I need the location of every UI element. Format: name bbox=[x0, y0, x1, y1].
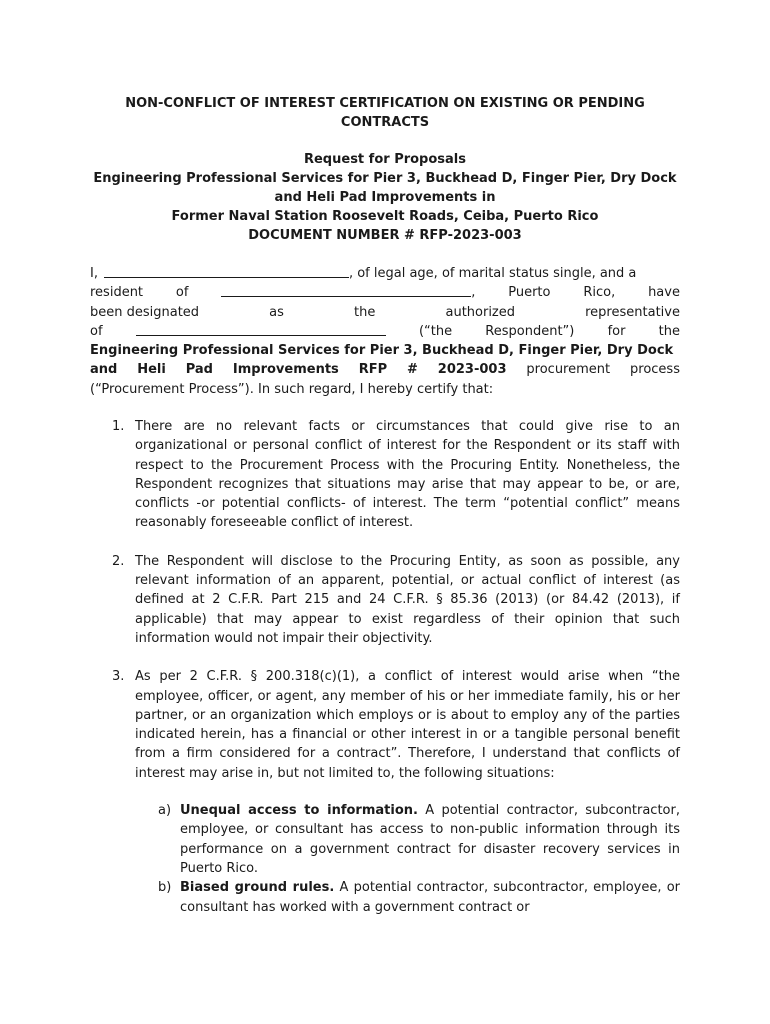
intro-line-6 bbox=[90, 360, 680, 379]
intro-text: # bbox=[407, 362, 418, 378]
intro-text: process bbox=[630, 362, 680, 378]
sub-list-item-text: A potential contractor, subcontractor, employee, or consultant has worked with a government contract or bbox=[180, 880, 680, 915]
intro-text: Puerto bbox=[508, 285, 551, 301]
title-line-1: NON-CONFLICT OF INTEREST CERTIFICATION ON EXISTING OR PENDING bbox=[125, 96, 645, 111]
intro-text: procurement bbox=[526, 362, 611, 378]
rfp-line-5: DOCUMENT NUMBER # RFP-2023-003 bbox=[248, 228, 522, 243]
intro-line-5 bbox=[90, 341, 680, 360]
intro-text: authorized bbox=[445, 304, 516, 320]
rfp-line-2: Engineering Professional Services for Pier 3, Buckhead D, Finger Pier, Dry Dock bbox=[93, 171, 677, 186]
intro-text: Respondent”) bbox=[485, 323, 575, 339]
residence-group bbox=[221, 283, 475, 302]
intro-text: as bbox=[269, 304, 284, 320]
name-blank-field[interactable] bbox=[104, 264, 349, 278]
intro-text: RFP bbox=[358, 362, 388, 378]
intro-text: , bbox=[471, 285, 476, 301]
rfp-line-3: and Heli Pad Improvements in bbox=[274, 190, 496, 205]
project-name: Engineering Professional Services for Pier 3, Buckhead D, Finger Pier, Dry Dock bbox=[90, 343, 674, 359]
rfp-line-1: Request for Proposals bbox=[303, 152, 467, 167]
intro-line-4 bbox=[90, 322, 680, 341]
intro-text: (“Procurement Process”). In such regard, I hereby certify that: bbox=[90, 381, 494, 397]
intro-text: resident bbox=[90, 285, 144, 301]
intro-text: the bbox=[658, 323, 680, 339]
residence-blank-field[interactable] bbox=[221, 283, 471, 297]
intro-text: the bbox=[354, 304, 376, 320]
intro-text: representative bbox=[585, 304, 680, 320]
sub-list-item-letter: b) bbox=[158, 880, 172, 896]
certification-intro bbox=[90, 264, 680, 399]
intro-line-3 bbox=[90, 303, 680, 322]
intro-text: , of legal age, of marital status single, and a bbox=[348, 266, 637, 281]
intro-text: 2023-003 bbox=[437, 362, 507, 378]
intro-text: Rico, bbox=[583, 285, 616, 301]
intro-text: of bbox=[175, 285, 189, 301]
sub-list-item-text: A potential contractor, subcontractor, employee, or consultant has access to non-public information through its performance on a government contract for disaster recovery services in Puerto Rico. bbox=[180, 803, 680, 876]
intro-text: Pad bbox=[185, 362, 213, 378]
intro-text: Improvements bbox=[232, 362, 339, 378]
rfp-line-4: Former Naval Station Roosevelt Roads, Ceiba, Puerto Rico bbox=[171, 209, 599, 224]
intro-text: been designated bbox=[90, 304, 200, 320]
intro-text: Heli bbox=[137, 362, 166, 378]
intro-line-2 bbox=[90, 283, 680, 302]
rfp-header bbox=[90, 150, 680, 245]
sub-list-item-heading: Unequal access to information. bbox=[180, 803, 418, 819]
document-title bbox=[90, 94, 680, 132]
intro-text: of bbox=[90, 323, 103, 339]
sub-list-item-letter: a) bbox=[158, 803, 172, 819]
list-item bbox=[90, 417, 680, 533]
intro-text: (“the bbox=[418, 323, 453, 339]
sub-list-item-heading: Biased ground rules. bbox=[180, 880, 335, 896]
list-item bbox=[90, 552, 680, 648]
sub-list-item bbox=[90, 878, 680, 917]
list-item bbox=[90, 667, 680, 783]
list-item-number: 1. bbox=[112, 419, 125, 434]
sub-list-item bbox=[90, 801, 680, 878]
company-blank-field[interactable] bbox=[136, 322, 386, 336]
list-item-text: The Respondent will disclose to the Procuring Entity, as soon as possible, any relevant information of an apparent, potential, or actual conflict of interest (as defined at 2 C.F.R. Part 215 and 24 C.F.R. § 85.36 (2013) (or 84.42 (2013), if applicable) that may appear to exist regardless of their opinion that such information would not impair their objectivity. bbox=[135, 553, 680, 646]
intro-text: have bbox=[648, 285, 680, 301]
list-item-text: There are no relevant facts or circumstances that could give rise to an organizational or personal conflict of interest for the Respondent or its staff with respect to the Procurement Process with the Procuring Entity. Nonetheless, the Respondent recognizes that situations may arise that may appear to be, or are, conflicts -or potential conflicts- of interest. The term “potential conflict” means reasonably foreseeable conflict of interest. bbox=[135, 419, 680, 531]
intro-line-7 bbox=[90, 380, 680, 399]
list-item-number: 3. bbox=[112, 669, 125, 685]
intro-text: I, bbox=[90, 266, 98, 281]
title-line-2: CONTRACTS bbox=[340, 115, 430, 130]
certification-list bbox=[90, 417, 680, 917]
intro-text: and bbox=[90, 362, 118, 378]
intro-text: for bbox=[607, 323, 626, 339]
list-item-number: 2. bbox=[112, 553, 125, 569]
list-item-text: As per 2 C.F.R. § 200.318(c)(1), a conflict of interest would arise when “the employee, officer, or agent, any member of his or her immediate family, his or her partner, or an organization which employs or is about to employ any of the parties indicated herein, has a financial or other interest in or a tangible personal benefit from a firm considered for a contract”. Therefore, I understand that conflicts of interest may arise in, but not limited to, the following situations: bbox=[135, 669, 680, 781]
intro-line-1 bbox=[90, 264, 680, 283]
